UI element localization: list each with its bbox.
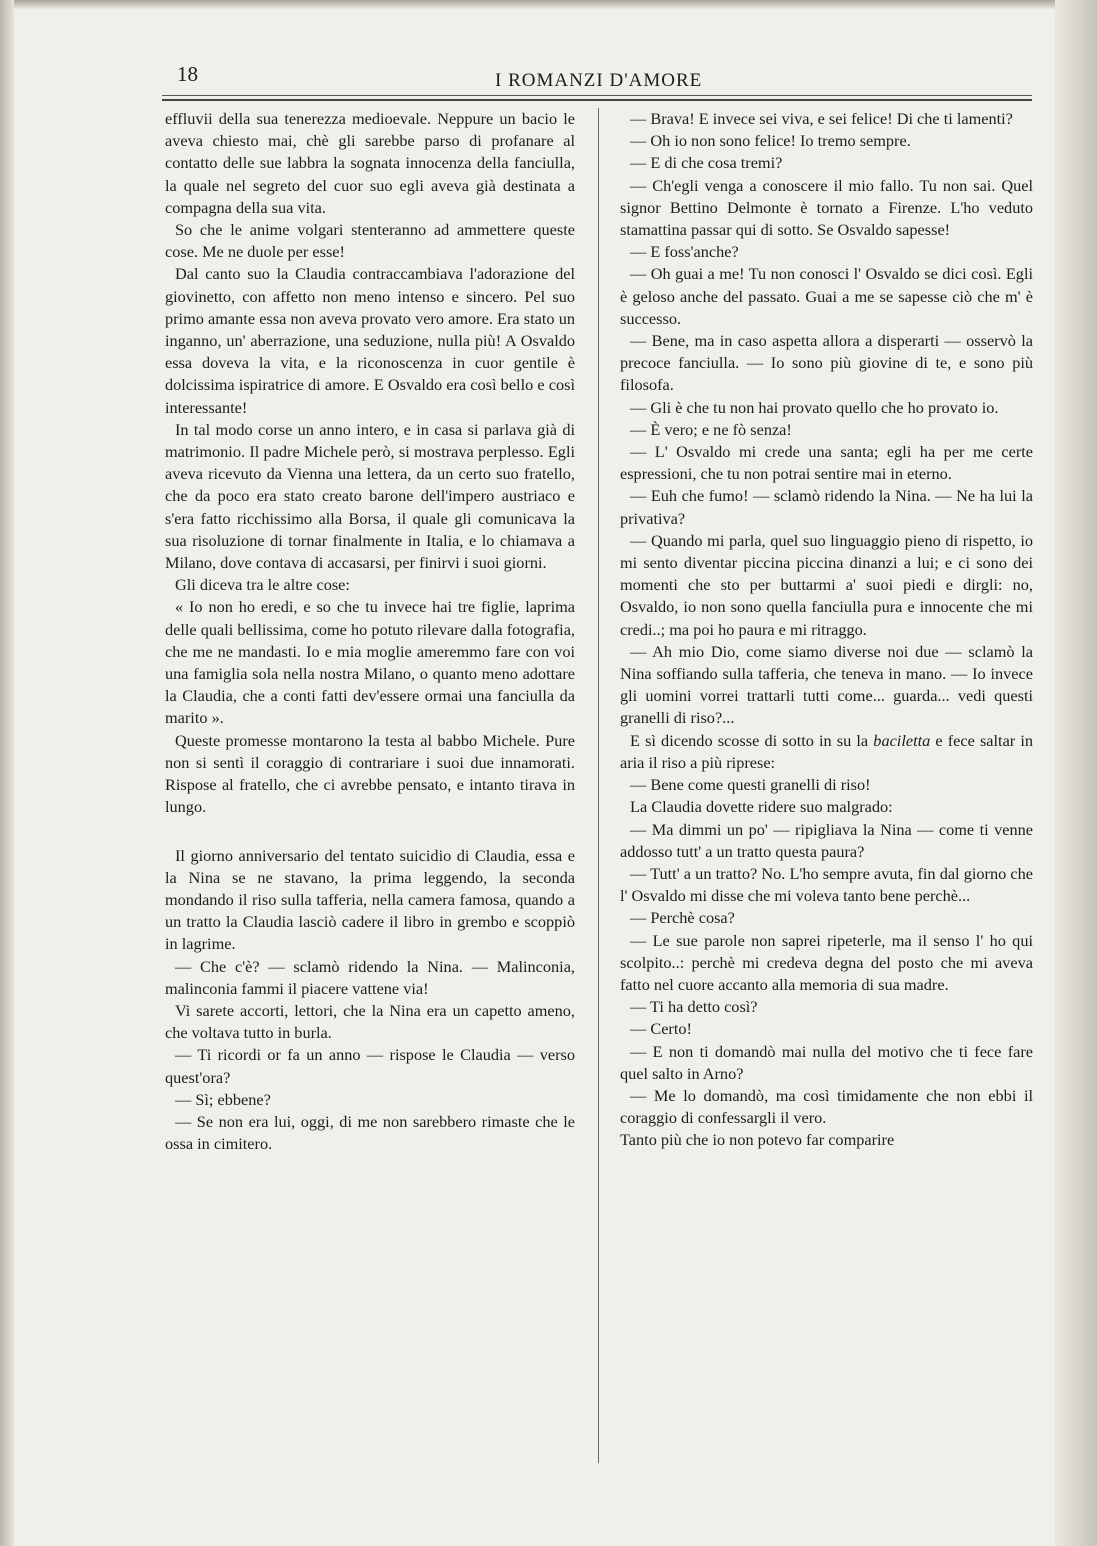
running-title: I ROMANZI D'AMORE (495, 70, 703, 91)
paragraph: So che le anime volgari stenteranno ad ammettere queste cose. Me ne duole per esse! (165, 220, 575, 262)
header-rule-thin (162, 95, 1032, 96)
paragraph: — Ti ha detto così? (630, 997, 758, 1017)
paragraph: Gli diceva tra le altre cose: (175, 575, 350, 595)
paragraph: Queste promesse montarono la testa al babbo Michele. Pure non si sentì il coraggio di contrariare i suoi due innamorati. Rispose al fratello, che ci avrebbe pensato, e intanto tirava in lungo. (165, 730, 575, 817)
paragraph: — Euh che fumo! — sclamò ridendo la Nina. — Ne ha lui la privativa? (620, 486, 1033, 528)
left-column (165, 108, 575, 1155)
paragraph: effluvii della sua tenerezza medioevale. Neppure un bacio le aveva chiesto mai, chè gli sarebbe parso di profanare al contatto delle sue labbra la sognata innocenza della fanciulla, la quale nel segreto del cuor suo egli aveva già destinata a compagna della sua vita. (165, 109, 575, 217)
column-divider (598, 108, 599, 1463)
paragraph: La Claudia dovette ridere suo malgrado: (630, 797, 893, 817)
paragraph-text: E sì dicendo scosse di sotto in su la (630, 730, 874, 750)
section-break (165, 819, 575, 845)
paragraph: — Brava! E invece sei viva, e sei felice! Di che ti lamenti? (630, 109, 1013, 128)
paragraph: — Bene, ma in caso aspetta allora a disperarti — osservò la precoce fanciulla. — Io sono più giovine di te, e sono più filosofa. (620, 331, 1033, 395)
paragraph: — Bene come questi granelli di riso! (630, 775, 871, 795)
header-rule-thick (162, 99, 1032, 101)
paragraph: — Tutt' a un tratto? No. L'ho sempre avuta, fin dal giorno che l' Osvaldo mi disse che mi voleva tanto bene perchè... (620, 863, 1033, 906)
paragraph: — Me lo domandò, ma così timidamente che non ebbi il coraggio di confessargli il vero. (620, 1085, 1033, 1128)
paragraph: — Oh guai a me! Tu non conosci l' Osvaldo se dici così. Egli è geloso anche del passato. Guai a me se sapesse ciò che m' è successo. (620, 264, 1033, 328)
paragraph: — Ti ricordi or fa un anno — rispose le Claudia — verso quest'ora? (165, 1045, 575, 1087)
paragraph: Vi sarete accorti, lettori, che la Nina era un capetto ameno, che voltava tutto in burla. (165, 1000, 575, 1043)
paragraph: — E non ti domandò mai nulla del motivo che ti fece fare quel salto in Arno? (620, 1041, 1033, 1083)
page-header (165, 60, 1032, 94)
paragraph: « Io non ho eredi, e so che tu invece hai tre figlie, laprima delle quali bellissima, come ho potuto rilevare dalla fotografia, che me ne mandasti. Io e mia moglie ameremmo fare con voi una famiglia sola nella nostra Milano, o quanto meno adottare la Claudia, che a conti fatti dev'essere ormai una fanciulla da marito ». (165, 597, 575, 728)
paragraph: — Gli è che tu non hai provato quello che ho provato io. (630, 397, 999, 417)
page-edge-right (1055, 0, 1097, 1546)
paragraph: — Perchè cosa? (630, 908, 735, 928)
paragraph-text-after: e fece saltar in aria il riso a più riprese: (620, 730, 1034, 772)
top-shadow (0, 0, 1097, 10)
paragraph: — Sì; ebbene? (175, 1089, 271, 1109)
italic-word: baciletta (873, 730, 931, 750)
paragraph: — E di che cosa tremi? (630, 153, 783, 173)
paragraph: — Quando mi parla, quel suo linguaggio pieno di rispetto, io mi sento diventar piccina piccina dinanzi a lui; e ci sono dei momenti che sto per buttarmi a' suoi piedi e dirgli: no, Osvaldo, io non sono quella fanciulla pura e innocente che mi credi..; ma poi ho paura e mi ritraggo. (620, 530, 1033, 639)
paragraph: — Che c'è? — sclamò ridendo la Nina. — Malinconia, malinconia fammi il piacere vattene via! (165, 956, 575, 998)
paragraph: Il giorno anniversario del tentato suicidio di Claudia, essa e la Nina se ne stavano, la prima leggendo, la seconda mondando il riso sulla tafferia, nella camera famosa, quando a un tratto la Claudia lasciò cadere il libro in grembo e scoppiò in lagrime. (165, 845, 575, 954)
paragraph: — Oh io non sono felice! Io tremo sempre. (630, 131, 911, 151)
page-number: 18 (177, 62, 198, 86)
paragraph: — Ah mio Dio, come siamo diverse noi due — sclamò la Nina soffiando sulla tafferia, che teneva in mano. — Io invece gli uomini vorrei trattarli tutti come... guarda... vedi questi granelli di riso?... (620, 641, 1033, 728)
paragraph: — È vero; e ne fò senza! (630, 419, 792, 439)
paragraph: — Certo! (630, 1019, 692, 1039)
right-column (620, 108, 1033, 1152)
paragraph: In tal modo corse un anno intero, e in casa si parlava già di matrimonio. Il padre Michele però, si mostrava perplesso. Egli aveva ricevuto da Vienna una lettera, da un certo suo fratello, che da poco era stato creato barone dell'impero austriaco e s'era fatto ricchissimo alla Borsa, il quale gli comunicava la sua risoluzione di tornar finalmente in Italia, e lo chiamava a Milano, dove contava di accasarsi, per finirvi i suoi giorni. (165, 419, 575, 573)
paragraph: — Le sue parole non saprei ripeterle, ma il senso l' ho qui scolpito..: perchè mi credeva degna del posto che mi aveva fatto nel cuore accanto alla memoria di sua madre. (620, 930, 1033, 994)
paragraph (620, 730, 1033, 774)
paragraph: Tanto più che io non potevo far comparire (620, 1130, 895, 1150)
paragraph: — Ma dimmi un po' — ripigliava la Nina — come ti venne addosso tutt' a un tratto questa paura? (620, 819, 1033, 861)
page-edge-left (0, 0, 14, 1546)
paragraph: — Ch'egli venga a conoscere il mio fallo. Tu non sai. Quel signor Bettino Delmonte è tornato a Firenze. L'ho veduto stamattina passar qui di sotto. Se Osvaldo sapesse! (620, 175, 1033, 240)
paragraph: — E foss'anche? (630, 242, 739, 262)
paragraph: — L' Osvaldo mi crede una santa; egli ha per me certe espressioni, che tu non potrai sentire mai in eterno. (620, 442, 1033, 484)
paragraph: — Se non era lui, oggi, di me non sarebbero rimaste che le ossa in cimitero. (165, 1111, 575, 1154)
paragraph: Dal canto suo la Claudia contraccambiava l'adorazione del giovinetto, con affetto non meno intenso e sincero. Pel suo primo amante essa non aveva provato vero amore. Era stato un inganno, un' aberrazione, una seduzione, nulla più! A Osvaldo essa doveva la vita, e la riconoscenza in cuor gentile è dolcissima ispiratrice di amore. E Osvaldo era così bello e così interessante! (165, 264, 575, 417)
